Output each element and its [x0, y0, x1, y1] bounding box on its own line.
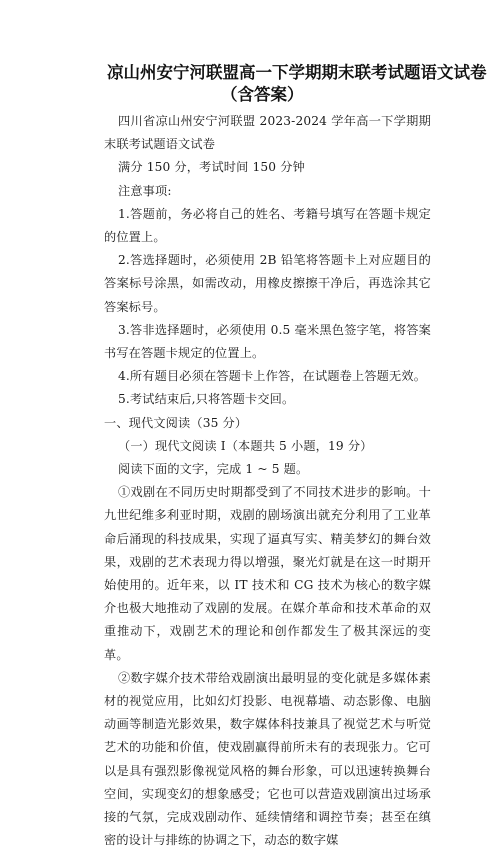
passage-paragraph-1: ①戏剧在不同历史时期都受到了不同技术进步的影响。十九世纪维多利亚时期，戏剧的剧场演出就充分利用了工业革命后涌现的科技成果，实现了逼真写实、精美梦幻的舞台效果，戏剧的艺术表现力得以增强，聚光灯就是在这一时期开始使用的。近年来，以 IT 技术和 CG 技术为核心的数字媒介也极大地推动了戏剧的发展。在媒介革命和技术革命的双重推动下，戏剧艺术的理论和创作都发生了极其深远的变革。: [104, 485, 431, 662]
reading-instruction: 阅读下面的文字，完成 1 ~ 5 题。: [118, 462, 309, 477]
notice-item: 2.答选择题时，必须使用 2B 铅笔将答题卡上对应题目的答案标号涂黑，如需改动，用橡皮擦擦干净后，再选涂其它答案标号。: [104, 253, 431, 314]
section-heading: 一、现代文阅读（35 分）: [104, 415, 248, 430]
subsection-heading: （一）现代文阅读 I（本题共 5 小题，19 分）: [118, 438, 373, 453]
document-title: 凉山州安宁河联盟高一下学期期末联考试题语文试卷: [107, 63, 487, 82]
notice-item: 5.考试结束后,只将答题卡交回。: [118, 392, 295, 407]
exam-name: 四川省凉山州安宁河联盟 2023-2024 学年高一下学期期末联考试题语文试卷: [104, 114, 431, 152]
passage-paragraph-2: ②数字媒介技术带给戏剧演出最明显的变化就是多媒体素材的视觉应用，比如幻灯投影、电视幕墙、动态影像、电脑动画等制造光影效果，数字媒体科技兼具了视觉艺术与听觉艺术的功能和价值，使戏剧赢得前所未有的表现张力。它可以是具有强烈影像视觉风格的舞台形象，可以迅速转换舞台空间，实现变幻的想象感受；它也可以营造戏剧演出过场承接的气氛，完成戏剧动作、延续情绪和调控节奏；甚至在缜密的设计与排练的协调之下，动态的数字媒: [104, 670, 431, 848]
document-body: [0, 110, 500, 853]
notice-item: 1.答题前，务必将自己的姓名、考籍号填写在答题卡规定的位置上。: [104, 206, 431, 245]
notice-item: 4.所有题目必须在答题卡上作答，在试题卷上答题无效。: [118, 369, 427, 384]
notice-heading: 注意事项:: [118, 183, 172, 198]
document-title-suffix: （含答案）: [221, 85, 304, 104]
score-time: 满分 150 分，考试时间 150 分钟: [118, 160, 305, 175]
notice-item: 3.答非选择题时，必须使用 0.5 毫米黑色签字笔，将答案书写在答题卡规定的位置上。: [104, 322, 431, 361]
